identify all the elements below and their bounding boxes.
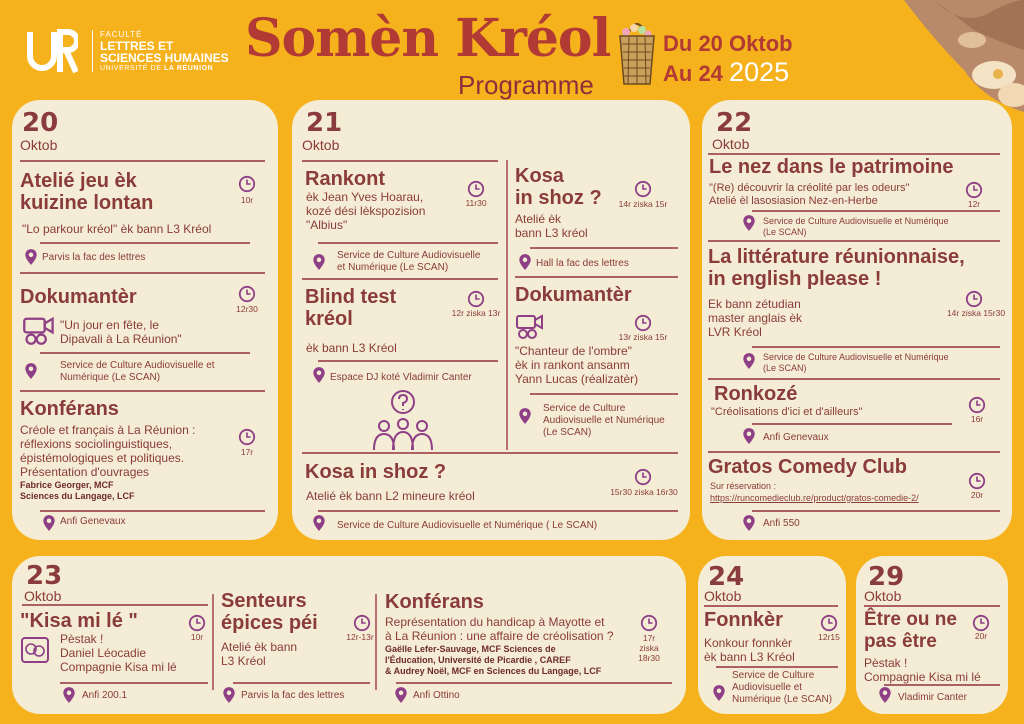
event-time: 14r ziska 15r (618, 199, 668, 209)
divider (396, 682, 672, 684)
divider (40, 242, 250, 244)
clock-icon (634, 180, 652, 198)
divider (20, 272, 265, 274)
event-time: 13r ziska 15r (618, 332, 668, 342)
event-description (515, 212, 588, 240)
clock-icon (238, 428, 256, 446)
event-title: Ronkozé (714, 383, 798, 405)
event-location (763, 352, 949, 374)
description-line: bann L3 kréol (515, 226, 588, 240)
date-start: Du 20 Oktob (663, 31, 793, 56)
event-description (20, 423, 195, 479)
location-pin-icon (42, 514, 56, 532)
event-title: Dokumantèr (20, 286, 137, 308)
clock-icon (972, 614, 990, 632)
event-location: Parvis la fac des lettres (241, 690, 345, 701)
description-line: "Chanteur de l'ombre" (515, 344, 632, 358)
description-line: L3 Kréol (221, 654, 266, 668)
people-question-icon (370, 388, 436, 452)
event-location: Anfi Genevaux (60, 516, 126, 527)
location-pin-icon (24, 362, 38, 380)
logo-divider (92, 30, 93, 72)
event-time: 12r ziska 13r (451, 308, 501, 318)
event-title-line: pas être (864, 631, 937, 652)
speaker-line: Gaëlle Lefer-Sauvage, MCF Sciences de (385, 644, 556, 654)
event-location: Anfi 550 (763, 518, 800, 529)
clock-icon (965, 181, 983, 199)
divider (752, 346, 1000, 348)
event-location: Anfi Genevaux (763, 432, 829, 443)
description-line: Ek bann zétudian (708, 297, 801, 311)
description-line: Compagnie Kisa mi lé (60, 660, 177, 674)
clock-icon (634, 314, 652, 332)
event-description (221, 640, 297, 668)
description-line: "Albius" (306, 218, 348, 232)
theater-masks-icon (20, 635, 50, 665)
event-time: 12r15 (818, 632, 840, 642)
event-description (704, 636, 795, 664)
divider (302, 278, 498, 280)
basket-illustration (614, 14, 660, 86)
description-line: kozé dési lèkspozision (306, 204, 426, 218)
university-text: UNIVERSITÉ DE (100, 65, 165, 72)
location-line: Service de Culture Audiovisuelle (337, 250, 481, 261)
event-description (385, 615, 614, 643)
event-location: Service de Culture Audiovisuelle et Numérique ( Le SCAN) (337, 520, 598, 531)
event-title-line: Être ou ne (864, 609, 957, 630)
event-title (864, 609, 957, 653)
flowers-photo (874, 0, 1024, 112)
event-description: "Lo parkour kréol" èk bann L3 Kréol (22, 222, 212, 236)
date-end-line (663, 58, 793, 88)
description-line: Dipavali à La Réunion" (60, 332, 182, 346)
reservation-note: Sur réservation : (710, 481, 777, 491)
location-line: Audiovisuelle et (732, 682, 803, 693)
clock-icon (640, 614, 658, 632)
divider (318, 242, 498, 244)
event-time: 10r (190, 632, 204, 642)
event-description (709, 182, 909, 208)
column-divider (506, 160, 508, 450)
divider (20, 390, 265, 392)
film-camera-icon (22, 312, 56, 346)
event-time: 20r (974, 631, 988, 641)
time-line: 18r30 (638, 653, 660, 663)
description-line: master anglais èk (708, 311, 803, 325)
clock-icon (965, 290, 983, 308)
location-line: Service de Culture Audiovisuelle et Numérique (763, 216, 949, 226)
location-line: Numérique (Le SCAN) (60, 372, 161, 383)
day-number: 24 (708, 562, 745, 592)
divider (752, 423, 952, 425)
description-line: "Un jour en fête, le (60, 318, 159, 332)
description-line: Compagnie Kisa mi lé (864, 670, 981, 684)
divider (318, 360, 498, 362)
divider (233, 682, 370, 684)
year: 2025 (729, 57, 790, 87)
event-title-line: in shoz ? (515, 187, 602, 209)
event-description: èk bann L3 Kréol (306, 341, 397, 355)
divider (22, 604, 208, 606)
event-title: Fonnkèr (704, 609, 783, 631)
event-description: Atelié èk bann L2 mineure kréol (306, 489, 475, 503)
clock-icon (353, 614, 371, 632)
event-description (60, 318, 182, 346)
event-time: 12r30 (236, 304, 258, 314)
description-line: épistémologiques et politiques. (20, 451, 185, 465)
description-line: LVR Kréol (708, 325, 762, 339)
clock-icon (634, 468, 652, 486)
location-pin-icon (394, 686, 408, 704)
event-title-line: kuizine lontan (20, 192, 154, 214)
clock-icon (968, 396, 986, 414)
divider (40, 510, 265, 512)
event-location (763, 216, 949, 238)
description-line: Daniel Léocadie (60, 646, 147, 660)
event-location: Anfi Ottino (413, 690, 460, 701)
time-line: 17r (642, 633, 656, 643)
divider (530, 247, 678, 249)
faculty-line: FACULTÉ (100, 30, 143, 39)
faculty-line: LETTRES ET (100, 39, 174, 53)
divider (708, 153, 1000, 155)
clock-icon (188, 614, 206, 632)
day-number: 22 (716, 108, 753, 138)
event-time: 11r30 (465, 198, 487, 208)
event-location (337, 250, 480, 274)
location-line: Service de Culture (732, 670, 815, 681)
day-number: 20 (22, 108, 59, 138)
event-time: 10r (240, 195, 254, 205)
description-line: Représentation du handicap à Mayotte et (385, 615, 605, 629)
university-line (100, 64, 229, 74)
description-line: réflexions sociolinguistiques, (20, 437, 173, 451)
event-time: 17r (240, 447, 254, 457)
location-pin-icon (312, 366, 326, 384)
description-line: èk Jean Yves Hoarau, (306, 190, 424, 204)
day-number: 29 (868, 562, 905, 592)
event-location (543, 403, 665, 439)
month-label: Oktob (20, 137, 58, 153)
event-title-line: La littérature réunionnaise, (708, 246, 965, 268)
divider (302, 160, 498, 162)
description-line: Atelié èk bann (221, 640, 298, 654)
event-location: Espace DJ koté Vladimir Canter (330, 372, 472, 383)
location-pin-icon (742, 514, 756, 532)
description-line: èk bann L3 Kréol (704, 650, 795, 664)
location-line: et Numérique (Le SCAN) (337, 262, 449, 273)
speaker (20, 480, 135, 502)
month-label: Oktob (864, 588, 902, 604)
location-pin-icon (742, 352, 756, 370)
month-label: Oktob (704, 588, 742, 604)
event-location: Hall la fac des lettres (536, 258, 629, 269)
clock-icon (820, 614, 838, 632)
location-line: (Le SCAN) (543, 427, 592, 438)
location-pin-icon (24, 248, 38, 266)
speaker-line: Fabrice Georger, MCF (20, 480, 114, 490)
event-title: "Kisa mi lé " (20, 610, 138, 632)
location-pin-icon (742, 427, 756, 445)
divider (708, 240, 1000, 242)
location-line: Service de Culture (543, 403, 626, 414)
event-title (20, 170, 153, 214)
clock-icon (238, 285, 256, 303)
speaker-line: l'Éducation, Université de Picardie , CAREF (385, 655, 571, 665)
faculty-name (100, 30, 229, 74)
date-end: Au 24 (663, 61, 723, 86)
month-label: Oktob (24, 588, 62, 604)
event-title: Kosa in shoz ? (305, 461, 447, 483)
clock-icon (968, 472, 986, 490)
event-time: 12r (967, 199, 981, 209)
university-name: LA RÉUNION (164, 65, 214, 72)
description-line: Atelié èk (515, 212, 562, 226)
divider (864, 605, 1000, 607)
description-line: Pèstak ! (60, 632, 104, 646)
divider (515, 276, 678, 278)
event-description (60, 632, 177, 674)
description-line: Pèstak ! (864, 656, 908, 670)
event-title-line: in english please ! (708, 268, 882, 290)
divider (752, 510, 1000, 512)
month-label: Oktob (302, 137, 340, 153)
location-line: Service de Culture Audiovisuelle et Numérique (763, 352, 949, 362)
description-line: à La Réunion : une affaire de créolisation ? (385, 629, 614, 643)
time-line: ziska (639, 643, 659, 653)
speaker-line: Sciences du Langage, LCF (20, 491, 135, 501)
divider (302, 452, 678, 454)
event-description (864, 656, 981, 684)
location-line: (Le SCAN) (763, 363, 807, 373)
location-pin-icon (518, 253, 532, 271)
location-line: (Le SCAN) (763, 227, 807, 237)
divider (708, 378, 1000, 380)
description-line: èk in rankont ansanm (515, 358, 630, 372)
event-description: "Créolisations d'ici et d'ailleurs" (711, 406, 863, 418)
divider (60, 682, 208, 684)
event-title: Dokumantèr (515, 284, 632, 306)
location-pin-icon (62, 686, 76, 704)
event-title (515, 165, 602, 209)
speaker-line: & Audrey Noël, MCF en Sciences du Langage, LCF (385, 666, 602, 676)
divider (884, 684, 1000, 686)
event-description (306, 190, 425, 232)
location-line: Numérique (Le SCAN) (732, 694, 833, 705)
event-time: 15r30 ziska 16r30 (610, 487, 678, 497)
event-time: 16r (970, 414, 984, 424)
event-location (60, 360, 215, 384)
clock-icon (238, 175, 256, 193)
divider (40, 352, 250, 354)
film-camera-icon (515, 310, 545, 340)
date-range (663, 30, 793, 88)
event-title (708, 246, 965, 290)
description-line: "(Re) découvrir la créolité par les odeurs" (709, 182, 910, 194)
divider (704, 605, 838, 607)
clock-icon (467, 180, 485, 198)
location-pin-icon (518, 407, 532, 425)
divider (708, 451, 1000, 453)
event-title: Gratos Comedy Club (708, 456, 907, 478)
event-time: 12r-13r (346, 632, 374, 642)
description-line: Atelié èl lasosiasion Nez-en-Herbe (709, 195, 878, 207)
divider (20, 160, 265, 162)
event-title-line: épices péi (221, 612, 318, 634)
divider (752, 210, 1000, 212)
day-number: 23 (26, 561, 63, 591)
description-line: Konkour fonnkèr (704, 636, 793, 650)
location-pin-icon (712, 684, 726, 702)
location-pin-icon (312, 253, 326, 271)
divider (716, 666, 838, 668)
location-pin-icon (742, 214, 756, 232)
day-number: 21 (306, 108, 343, 138)
event-title-line: kréol (305, 308, 353, 330)
event-title: Le nez dans le patrimoine (709, 156, 954, 178)
page-title: Somèn Kréol (245, 8, 611, 69)
event-title (305, 286, 396, 330)
event-location (732, 670, 832, 706)
location-pin-icon (312, 514, 326, 532)
event-title-line: Kosa (515, 165, 564, 187)
clock-icon (467, 290, 485, 308)
faculty-line: SCIENCES HUMAINES (100, 51, 229, 65)
event-title: Rankont (305, 168, 385, 190)
event-description (515, 344, 638, 386)
event-title-line: Blind test (305, 286, 397, 308)
divider (318, 510, 678, 512)
event-title: Konférans (385, 591, 484, 613)
description-line: Créole et français à La Réunion : (20, 423, 196, 437)
divider (530, 393, 678, 395)
location-pin-icon (878, 686, 892, 704)
page-subtitle: Programme (458, 70, 594, 100)
location-line: Audiovisuelle et Numérique (543, 415, 665, 426)
description-line: Présentation d'ouvrages (20, 465, 150, 479)
event-time: 20r (970, 490, 984, 500)
description-line: Yann Lucas (réalizatèr) (515, 372, 639, 386)
speaker (385, 644, 601, 677)
event-title-line: Senteurs (221, 590, 307, 612)
event-title-line: Atelié jeu èk (20, 170, 137, 192)
location-line: Service de Culture Audiovisuelle et (60, 360, 215, 371)
event-title (221, 590, 318, 634)
event-location: Anfi 200.1 (82, 690, 128, 701)
event-location: Vladimir Canter (898, 692, 967, 703)
reservation-link[interactable]: https://runcomedieclub.re/product/gratos-comedie-2/ (710, 493, 919, 503)
month-label: Oktob (712, 136, 750, 152)
ur-logo (26, 28, 78, 74)
event-title: Konférans (20, 398, 119, 420)
column-divider (375, 594, 377, 690)
event-time (632, 633, 666, 663)
event-description (708, 297, 802, 339)
location-pin-icon (222, 686, 236, 704)
event-time: 14r ziska 15r30 (946, 308, 1006, 318)
column-divider (212, 594, 214, 690)
event-location: Parvis la fac des lettres (42, 252, 146, 263)
